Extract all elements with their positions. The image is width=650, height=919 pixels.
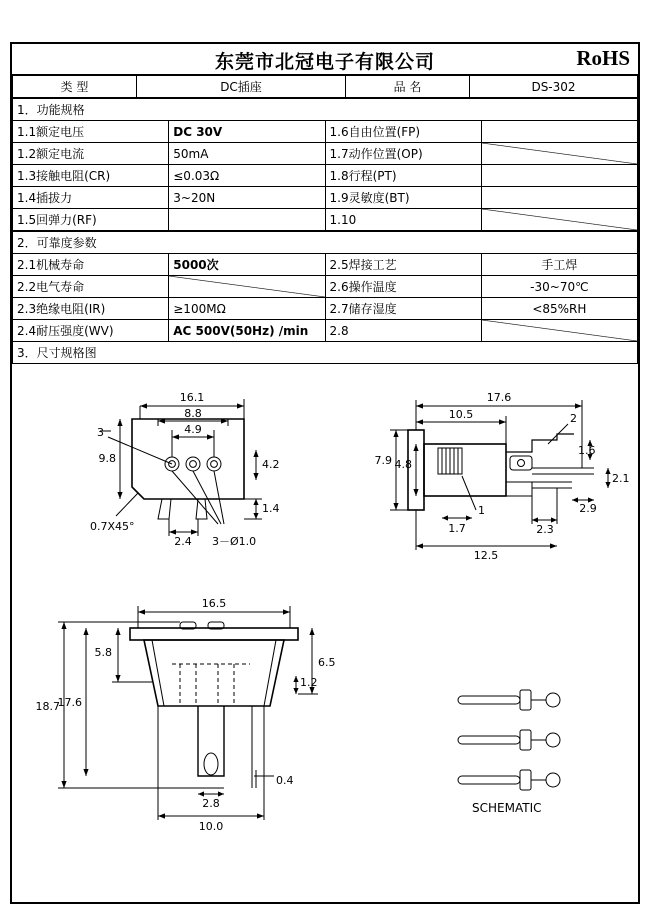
- table-row: [13, 121, 638, 143]
- svg-text:17.6: 17.6: [486, 391, 512, 404]
- schematic-symbol: [458, 690, 560, 790]
- spec-value: AC 500V(50Hz) /min: [169, 320, 325, 342]
- spec-value: 50mA: [169, 143, 325, 165]
- spec-label: 1.7动作位置(OP): [325, 143, 481, 165]
- spec-value: 3~20N: [169, 187, 325, 209]
- spec-value-empty: [481, 320, 637, 342]
- spec-label: 1.9灵敏度(BT): [325, 187, 481, 209]
- spec-value: 5000次: [169, 254, 325, 276]
- svg-text:2.1: 2.1: [612, 472, 630, 485]
- table-row: [13, 143, 638, 165]
- spec-value: [481, 121, 637, 143]
- spec-value: ≥100MΩ: [169, 298, 325, 320]
- spec-label: 1.3接触电阻(CR): [13, 165, 169, 187]
- table-row: [13, 320, 638, 342]
- spec-label: 1.4插拔力: [13, 187, 169, 209]
- table-row: [13, 209, 638, 231]
- spec-label: 1.1额定电压: [13, 121, 169, 143]
- section1-table: [12, 98, 638, 231]
- side-view: [375, 391, 630, 562]
- company-title: 东莞市北冠电子有限公司: [214, 51, 435, 73]
- drawings-svg: [12, 364, 638, 919]
- schematic-label: SCHEMATIC: [472, 801, 542, 815]
- svg-text:2: 2: [570, 412, 577, 425]
- svg-text:16.5: 16.5: [201, 597, 227, 610]
- name-value: DS-302: [470, 76, 638, 98]
- spec-value: <85%RH: [481, 298, 637, 320]
- table-row: [13, 165, 638, 187]
- spec-value: [481, 187, 637, 209]
- svg-text:1.4: 1.4: [262, 502, 280, 515]
- type-label: 类 型: [13, 76, 137, 98]
- svg-text:2.9: 2.9: [579, 502, 597, 515]
- spec-value: ≤0.03Ω: [169, 165, 325, 187]
- spec-value-empty: [481, 143, 637, 165]
- svg-text:5.8: 5.8: [94, 646, 112, 659]
- spec-label: 2.4耐压强度(WV): [13, 320, 169, 342]
- svg-text:16.1: 16.1: [179, 391, 205, 404]
- svg-text:6.5: 6.5: [318, 656, 336, 669]
- svg-text:17.6: 17.6: [57, 696, 82, 709]
- spec-value-empty: [481, 209, 637, 231]
- svg-text:10.5: 10.5: [448, 408, 474, 421]
- svg-text:12.5: 12.5: [473, 549, 499, 562]
- svg-text:0.4: 0.4: [276, 774, 294, 787]
- svg-text:4.8: 4.8: [394, 458, 412, 471]
- svg-text:2.3: 2.3: [536, 523, 554, 536]
- spec-label: 2.2电气寿命: [13, 276, 169, 298]
- svg-text:1.2: 1.2: [300, 676, 318, 689]
- svg-text:8.8: 8.8: [184, 407, 202, 420]
- table-row: [13, 76, 638, 98]
- svg-text:1.7: 1.7: [448, 522, 466, 535]
- svg-text:2.8: 2.8: [202, 797, 220, 810]
- spec-label: 1.6自由位置(FP): [325, 121, 481, 143]
- table-row: [13, 298, 638, 320]
- section3-title: 3．尺寸规格图: [13, 342, 638, 364]
- table-row: [13, 232, 638, 254]
- svg-text:7.9: 7.9: [374, 454, 392, 467]
- section2-table: [12, 231, 638, 364]
- spec-label: 1.10: [325, 209, 481, 231]
- table-row: [13, 187, 638, 209]
- spec-label: 1.8行程(PT): [325, 165, 481, 187]
- spec-label: 2.7储存湿度: [325, 298, 481, 320]
- spec-value: 手工焊: [481, 254, 637, 276]
- dimension-drawings: [12, 364, 638, 919]
- svg-text:9.8: 9.8: [98, 452, 116, 465]
- spec-label: 1.2额定电流: [13, 143, 169, 165]
- info-table: [12, 75, 638, 98]
- name-label: 品 名: [346, 76, 470, 98]
- section2-title: 2．可靠度参数: [13, 232, 638, 254]
- spec-value-empty: [169, 276, 325, 298]
- svg-text:0.7X45°: 0.7X45°: [90, 520, 135, 533]
- svg-text:1.6: 1.6: [578, 444, 596, 457]
- table-row: [13, 276, 638, 298]
- spec-label: 2.6操作温度: [325, 276, 481, 298]
- spec-value: [169, 209, 325, 231]
- table-row: [13, 99, 638, 121]
- spec-label: 2.3绝缘电阻(IR): [13, 298, 169, 320]
- section1-title: 1．功能规格: [13, 99, 638, 121]
- spec-value: [481, 165, 637, 187]
- svg-text:10.0: 10.0: [198, 820, 224, 833]
- sheet-header: [12, 44, 638, 75]
- svg-text:4.2: 4.2: [262, 458, 280, 471]
- front-view: [90, 391, 280, 548]
- svg-text:3: 3: [97, 426, 104, 439]
- svg-text:18.7: 18.7: [35, 700, 60, 713]
- spec-label: 2.1机械寿命: [13, 254, 169, 276]
- svg-text:4.9: 4.9: [184, 423, 202, 436]
- type-value: DC插座: [137, 76, 346, 98]
- bottom-view: [36, 597, 336, 833]
- table-row: [13, 254, 638, 276]
- svg-text:1: 1: [478, 504, 485, 517]
- table-row: [13, 342, 638, 364]
- spec-value: -30~70℃: [481, 276, 637, 298]
- spec-label: 2.8: [325, 320, 481, 342]
- svg-text:3－Ø1.0: 3－Ø1.0: [212, 535, 257, 548]
- spec-value: DC 30V: [169, 121, 325, 143]
- rohs-badge: RoHS: [576, 46, 630, 70]
- datasheet-frame: [10, 42, 640, 904]
- svg-text:2.4: 2.4: [174, 535, 192, 548]
- spec-label: 1.5回弹力(RF): [13, 209, 169, 231]
- spec-label: 2.5焊接工艺: [325, 254, 481, 276]
